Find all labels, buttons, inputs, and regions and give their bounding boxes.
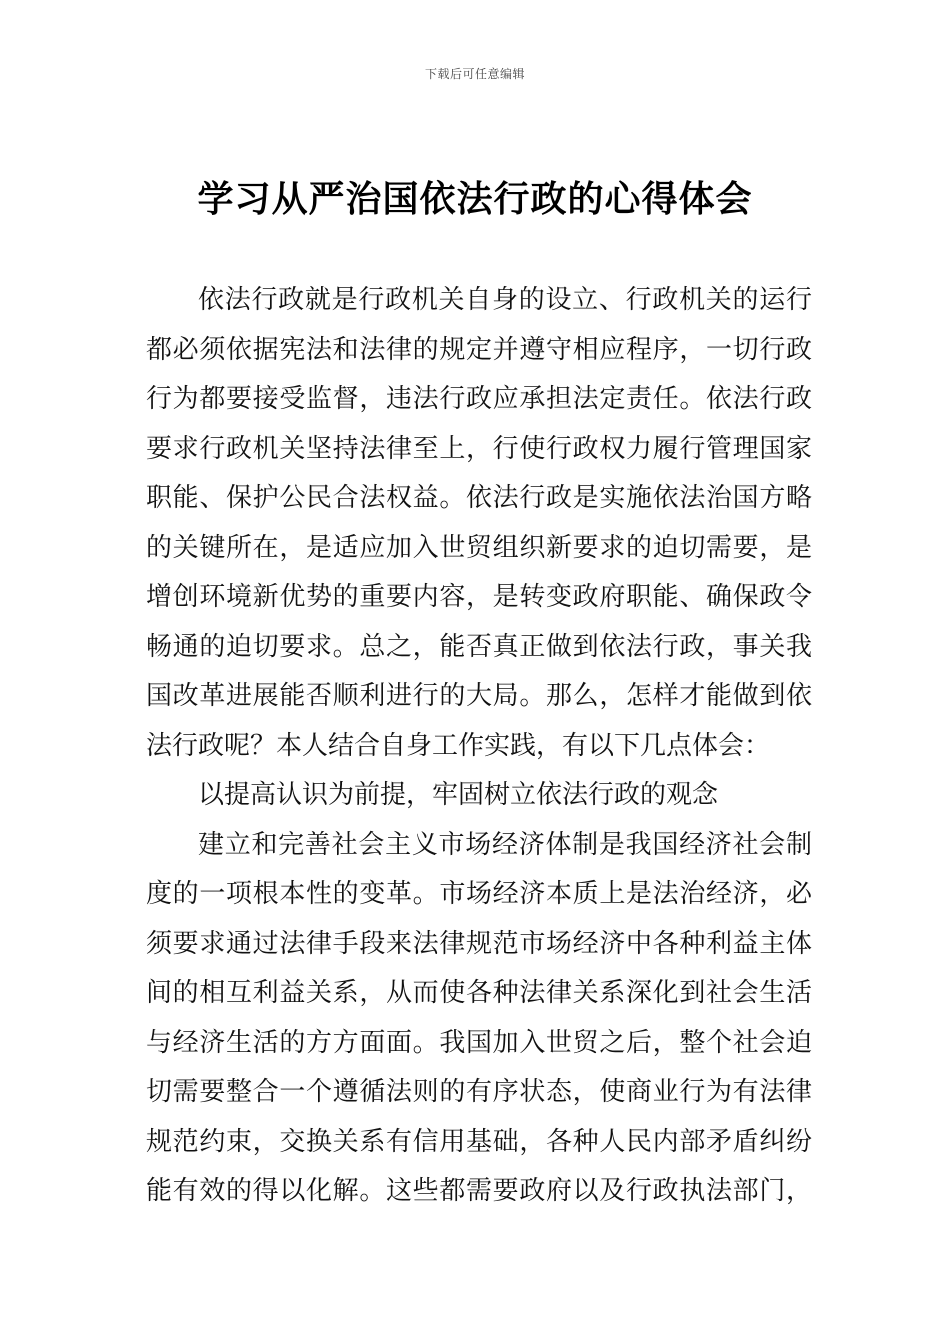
paragraph-line: 建立和完善社会主义市场经济体制是我国经济社会制 — [198, 829, 812, 860]
paragraph-line: 增创环境新优势的重要内容，是转变政府职能、确保政令 — [146, 582, 812, 612]
paragraph-line: 行为都要接受监督，违法行政应承担法定责任。依法行政 — [146, 384, 812, 414]
paragraph-line: 间的相互利益关系，从而使各种法律关系深化到社会生活 — [146, 978, 812, 1008]
paragraph-line: 规范约束，交换关系有信用基础，各种人民内部矛盾纠纷 — [146, 1126, 812, 1157]
paragraph-line: 职能、保护公民合法权益。依法行政是实施依法治国方略 — [146, 483, 812, 513]
paragraph-line: 依法行政就是行政机关自身的设立、行政机关的运行 — [198, 285, 812, 315]
paragraph-line: 的关键所在，是适应加入世贸组织新要求的迫切需要，是 — [146, 532, 812, 563]
header-note: 下载后可任意编辑 — [424, 67, 525, 81]
section-heading: 以提高认识为前提，牢固树立依法行政的观念 — [198, 780, 719, 810]
paragraph-line: 畅通的迫切要求。总之，能否真正做到依法行政，事关我 — [146, 631, 812, 662]
paragraph-line: 国改革进展能否顺利进行的大局。那么，怎样才能做到依 — [146, 681, 812, 711]
paragraph-line: 能有效的得以化解。这些都需要政府以及行政执法部门， — [146, 1176, 812, 1206]
paragraph-line: 切需要整合一个遵循法则的有序状态，使商业行为有法律 — [146, 1077, 812, 1107]
paragraph-line: 法行政呢？本人结合自身工作实践，有以下几点体会： — [146, 730, 771, 761]
document-title: 学习从严治国依法行政的心得体会 — [197, 179, 753, 220]
paragraph-line: 与经济生活的方方面面。我国加入世贸之后，整个社会迫 — [146, 1027, 812, 1058]
paragraph-line: 度的一项根本性的变革。市场经济本质上是法治经济，必 — [146, 879, 812, 909]
paragraph-line: 都必须依据宪法和法律的规定并遵守相应程序，一切行政 — [146, 334, 812, 365]
paragraph-line: 须要求通过法律手段来法律规范市场经济中各种利益主体 — [146, 928, 812, 959]
paragraph-line: 要求行政机关坚持法律至上，行使行政权力履行管理国家 — [146, 433, 812, 464]
document-body — [146, 276, 812, 1217]
